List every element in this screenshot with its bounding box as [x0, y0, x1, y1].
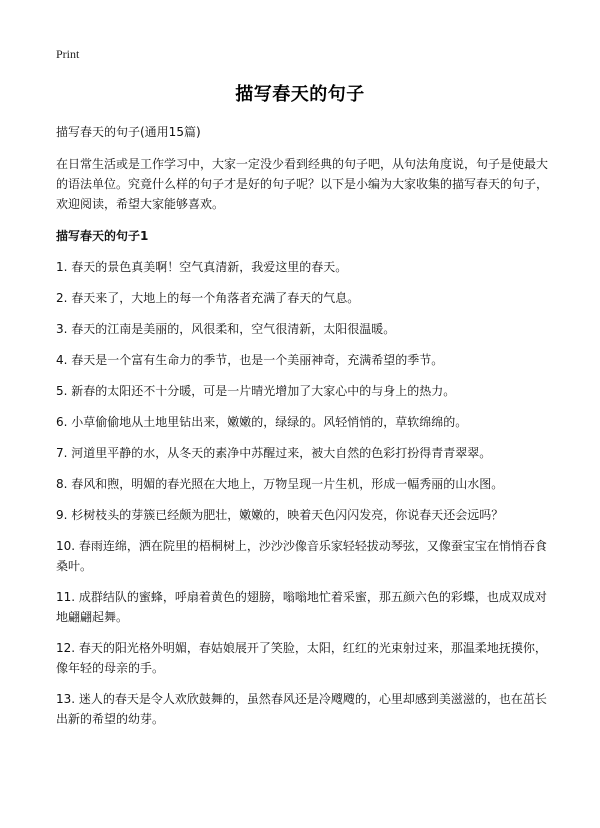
sentence-item: 6. 小草偷偷地从土地里钻出来，嫩嫩的，绿绿的。风轻悄悄的，草软绵绵的。	[56, 415, 468, 429]
document-body	[56, 122, 556, 740]
print-link[interactable]: Print	[56, 47, 80, 61]
sentence-item: 9. 杉树枝头的芽簇已经颇为肥壮，嫩嫩的，映着天色闪闪发亮，你说春天还会远吗？	[56, 508, 504, 522]
sentence-item: 12. 春天的阳光格外明媚，春姑娘展开了笑脸，太阳，红红的光束射过来，那温柔地抚摸你，像年轻的母亲的手。	[56, 641, 547, 675]
sentence-item: 4. 春天是一个富有生命力的季节，也是一个美丽神奇，充满希望的季节。	[56, 353, 444, 367]
intro-paragraph: 在日常生活或是工作学习中，大家一定没少看到经典的句子吧，从句法角度说，句子是使最大的语法单位。究竟什么样的句子才是好的句子呢？以下是小编为大家收集的描写春天的句子，欢迎阅读，希望大家能够喜欢。	[56, 157, 549, 211]
sentence-item: 5. 新春的太阳还不十分暖，可是一片晴光增加了大家心中的与身上的热力。	[56, 384, 456, 398]
section-heading: 描写春天的句子1	[56, 229, 149, 243]
sentence-item: 10. 春雨连绵，洒在院里的梧桐树上，沙沙沙像音乐家轻轻拔动琴弦，又像蚕宝宝在悄悄吞食桑叶。	[56, 539, 547, 573]
sentence-item: 3. 春天的江南是美丽的，风很柔和，空气很清新，太阳很温暖。	[56, 322, 396, 336]
sentence-item: 1. 春天的景色真美啊！空气真清新，我爱这里的春天。	[56, 260, 348, 274]
sentence-item: 13. 迷人的春天是令人欢欣鼓舞的，虽然春风还是冷飕飕的，心里却感到美滋滋的，也在茁长出新的希望的幼芽。	[56, 692, 547, 726]
page-title: 描写春天的句子	[235, 84, 365, 105]
sentence-item: 2. 春天来了，大地上的每一个角落者充满了春天的气息。	[56, 291, 360, 305]
document-subtitle: 描写春天的句子(通用15篇)	[56, 125, 201, 139]
sentence-item: 7. 河道里平静的水，从冬天的素净中苏醒过来，被大自然的色彩打扮得青青翠翠。	[56, 446, 492, 460]
sentence-item: 11. 成群结队的蜜蜂，呼扇着黄色的翅膀，嗡嗡地忙着采蜜，那五颜六色的彩蝶，也成双成对地翩翩起舞。	[56, 590, 547, 624]
sentence-item: 8. 春风和煦，明媚的春光照在大地上，万物呈现一片生机，形成一幅秀丽的山水图。	[56, 477, 504, 491]
